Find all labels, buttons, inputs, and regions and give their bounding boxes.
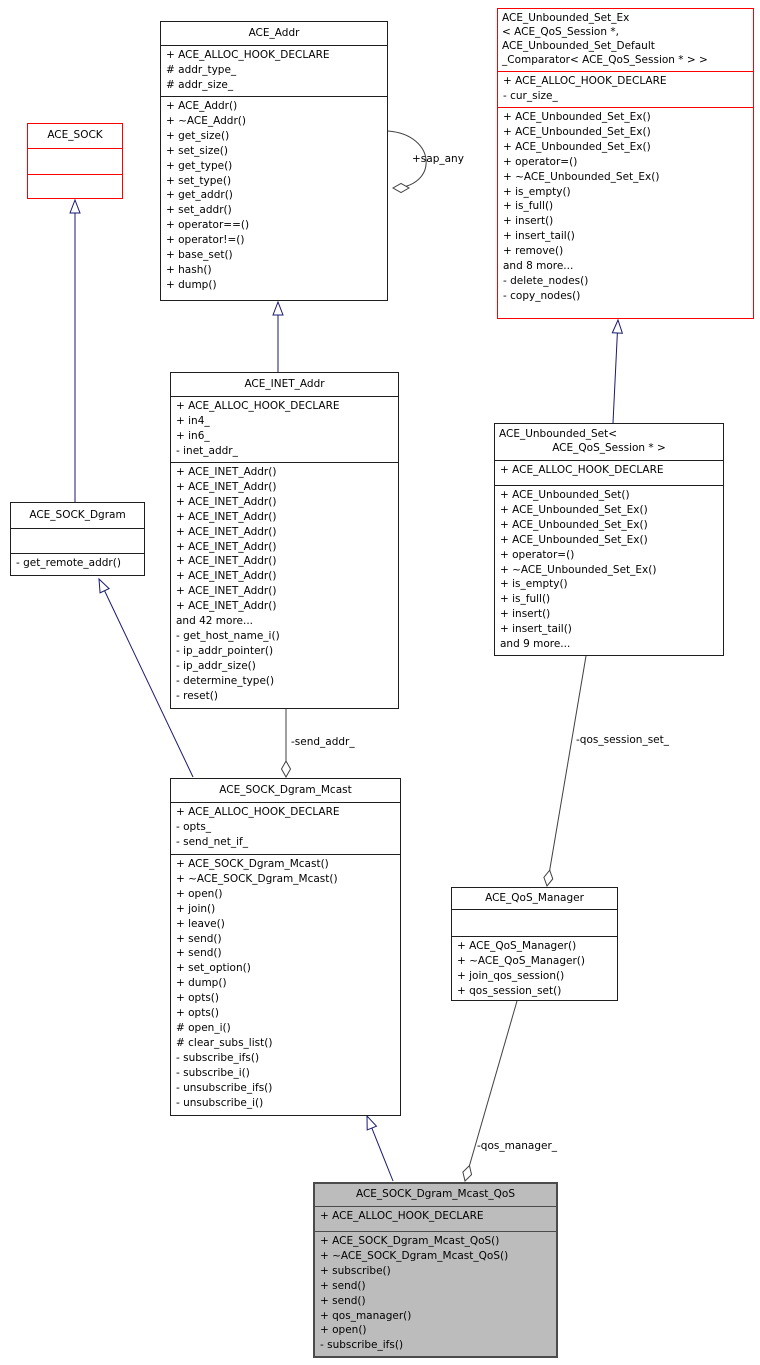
method: + opts()	[176, 1007, 220, 1020]
class-box-ace-unbounded-set[interactable]	[494, 423, 724, 656]
method: + ~ACE_QoS_Manager()	[457, 954, 585, 967]
class-title-line: ACE_Unbounded_Set_Default	[502, 40, 655, 52]
method: + ACE_Unbounded_Set_Ex()	[500, 503, 648, 516]
class-title	[452, 888, 617, 910]
method: + ~ACE_Unbounded_Set_Ex()	[503, 170, 660, 183]
class-methods	[171, 463, 398, 708]
method: + set_size()	[166, 144, 228, 157]
class-box-ace-sock[interactable]	[27, 123, 123, 199]
method: + ACE_INET_Addr()	[176, 480, 277, 493]
method: + ACE_QoS_Manager()	[457, 940, 577, 952]
attribute: + ACE_ALLOC_HOOK_DECLARE	[176, 400, 340, 412]
method: - subscribe_ifs()	[320, 1339, 404, 1352]
method: - get_remote_addr()	[16, 557, 121, 569]
method: + ACE_Unbounded_Set_Ex()	[500, 533, 648, 546]
method: + is_full()	[503, 200, 554, 213]
method: + is_empty()	[503, 185, 571, 198]
class-title-line: ACE_QoS_Manager	[485, 891, 584, 904]
method: + leave()	[176, 917, 225, 930]
method: + qos_manager()	[320, 1309, 412, 1322]
class-attributes	[28, 149, 122, 175]
method: + open()	[176, 887, 223, 900]
method: + ~ACE_SOCK_Dgram_Mcast()	[176, 872, 338, 885]
method: + ACE_INET_Addr()	[176, 510, 277, 523]
method: - subscribe_i()	[176, 1066, 250, 1079]
class-methods	[11, 554, 144, 575]
class-methods	[498, 108, 753, 318]
method: + send()	[176, 947, 222, 960]
method: + base_set()	[166, 249, 233, 262]
class-title-line: ACE_Unbounded_Set_Ex	[502, 12, 630, 25]
class-attributes	[161, 46, 387, 97]
method: + ACE_INET_Addr()	[176, 466, 277, 478]
method: + get_type()	[166, 159, 233, 172]
edge-label-qos-session-set: -qos_session_set_	[576, 734, 670, 746]
class-title	[315, 1184, 556, 1207]
method: + insert()	[503, 215, 554, 228]
class-box-ace-addr[interactable]	[160, 21, 388, 301]
method: + dump()	[166, 278, 217, 291]
attribute: + in4_	[176, 414, 210, 427]
attribute: + ACE_ALLOC_HOOK_DECLARE	[166, 49, 330, 61]
method: and 8 more...	[503, 260, 574, 273]
method: - reset()	[176, 689, 218, 702]
method: + ACE_INET_Addr()	[176, 570, 277, 583]
class-attributes	[452, 910, 617, 937]
method: + join_qos_session()	[457, 969, 565, 982]
method: + ACE_Unbounded_Set_Ex()	[503, 140, 651, 153]
class-attributes	[171, 397, 398, 463]
method: + get_addr()	[166, 189, 233, 202]
method: + join()	[176, 902, 216, 915]
method: + ACE_SOCK_Dgram_Mcast_QoS()	[320, 1235, 500, 1247]
method: - get_host_name_i()	[176, 629, 280, 642]
method: + ACE_INET_Addr()	[176, 600, 277, 613]
method: + send()	[176, 932, 222, 945]
attribute: # addr_type_	[166, 63, 237, 76]
method: - ip_addr_pointer()	[176, 644, 274, 657]
method: - unsubscribe_ifs()	[176, 1081, 273, 1094]
class-attributes	[315, 1207, 556, 1232]
method: + ACE_INET_Addr()	[176, 525, 277, 538]
method: and 42 more...	[176, 615, 254, 628]
class-title-line: ACE_SOCK	[47, 129, 103, 142]
method: # clear_subs_list()	[176, 1036, 273, 1049]
method: + is_full()	[500, 593, 551, 606]
class-title	[171, 373, 398, 397]
class-title	[498, 9, 753, 72]
method: # open_i()	[176, 1021, 231, 1034]
attribute: + ACE_ALLOC_HOOK_DECLARE	[500, 464, 664, 476]
method: + dump()	[176, 977, 227, 990]
class-attributes	[171, 803, 400, 855]
method: + ACE_Addr()	[166, 100, 238, 112]
method: + ACE_INET_Addr()	[176, 555, 277, 568]
edge-label-send-addr: -send_addr_	[291, 736, 355, 748]
method: + set_type()	[166, 174, 232, 187]
method: + hash()	[166, 263, 212, 276]
method: - copy_nodes()	[503, 289, 581, 302]
method: + subscribe()	[320, 1264, 391, 1277]
attribute: # addr_size_	[166, 78, 234, 91]
class-attributes	[498, 72, 753, 108]
class-title-line: ACE_SOCK_Dgram_Mcast_QoS	[355, 1188, 516, 1201]
class-title	[28, 124, 122, 149]
class-box-ace-sock-dgram[interactable]	[10, 502, 145, 576]
aggregation-edge-qos-manager	[465, 1001, 517, 1181]
method: + ACE_Unbounded_Set_Ex()	[503, 111, 651, 123]
class-attributes	[11, 529, 144, 554]
attribute: + ACE_ALLOC_HOOK_DECLARE	[320, 1210, 484, 1222]
method: + is_empty()	[500, 578, 568, 591]
class-box-ace-sock-dgram-mcast-qos[interactable]	[313, 1182, 558, 1358]
method: + ~ACE_Addr()	[166, 114, 246, 127]
method: + open()	[320, 1324, 367, 1337]
class-title	[161, 22, 387, 46]
edge-label-sap-any: +sap_any	[412, 153, 464, 165]
method: + set_addr()	[166, 204, 232, 217]
method: and 9 more...	[500, 638, 571, 651]
method: - unsubscribe_i()	[176, 1096, 264, 1109]
method: + ACE_INET_Addr()	[176, 585, 277, 598]
attribute: + ACE_ALLOC_HOOK_DECLARE	[176, 806, 340, 818]
attribute: - send_net_if_	[176, 835, 248, 848]
method: - subscribe_ifs()	[176, 1051, 260, 1064]
inheritance-edge-unboundedset-to-unboundedsetex	[613, 320, 618, 423]
method: + ACE_INET_Addr()	[176, 540, 277, 553]
class-title-line: ACE_SOCK_Dgram_Mcast	[219, 783, 352, 796]
class-box-ace-inet-addr[interactable]	[170, 372, 399, 709]
class-methods	[495, 486, 723, 655]
method: + ~ACE_SOCK_Dgram_Mcast_QoS()	[320, 1249, 509, 1262]
class-title	[11, 503, 144, 529]
method: + ACE_Unbounded_Set_Ex()	[503, 125, 651, 138]
method: + send()	[320, 1294, 366, 1307]
class-methods	[315, 1232, 556, 1356]
class-methods	[28, 175, 122, 198]
method: + operator=()	[500, 548, 575, 561]
class-methods	[171, 855, 400, 1115]
class-title-line: ACE_Unbounded_Set<	[499, 428, 618, 441]
class-methods	[452, 937, 617, 1000]
method: + remove()	[503, 245, 564, 258]
class-title-line: ACE_INET_Addr	[244, 377, 325, 390]
class-title-line: ACE_Addr	[248, 26, 300, 39]
class-title	[495, 424, 723, 461]
method: + ACE_Unbounded_Set_Ex()	[500, 518, 648, 531]
method: + ACE_INET_Addr()	[176, 495, 277, 508]
method: + operator!=()	[166, 234, 245, 247]
method: - ip_addr_size()	[176, 659, 256, 672]
edge-label-qos-manager: -qos_manager_	[477, 1140, 558, 1152]
method: - delete_nodes()	[503, 274, 589, 287]
method: + ~ACE_Unbounded_Set_Ex()	[500, 563, 657, 576]
class-methods	[161, 97, 387, 300]
attribute: + ACE_ALLOC_HOOK_DECLARE	[503, 75, 667, 87]
method: + insert()	[500, 608, 551, 621]
aggregation-edge-qos-session-set	[547, 656, 586, 886]
method: + set_option()	[176, 962, 251, 975]
class-title-line: _Comparator< ACE_QoS_Session * > >	[502, 53, 708, 66]
method: + ACE_Unbounded_Set()	[500, 489, 630, 501]
class-title	[171, 779, 400, 803]
method: - determine_type()	[176, 674, 275, 687]
class-box-ace-sock-dgram-mcast[interactable]	[170, 778, 401, 1116]
attribute: - opts_	[176, 820, 212, 833]
method: + ACE_SOCK_Dgram_Mcast()	[176, 858, 329, 870]
attribute: - inet_addr_	[176, 444, 238, 457]
method: + operator==()	[166, 219, 250, 232]
attribute: - cur_size_	[503, 89, 558, 102]
method: + opts()	[176, 992, 220, 1005]
class-box-ace-unbounded-set-ex[interactable]	[497, 8, 754, 319]
method: + insert_tail()	[503, 230, 575, 243]
class-title-line: < ACE_QoS_Session *,	[502, 26, 619, 39]
class-box-ace-qos-manager[interactable]	[451, 887, 618, 1001]
inheritance-edge-mcastqos-to-mcast	[367, 1116, 393, 1181]
method: + get_size()	[166, 129, 230, 142]
attribute: + in6_	[176, 429, 210, 442]
method: + operator=()	[503, 155, 578, 168]
method: + insert_tail()	[500, 623, 572, 636]
method: + send()	[320, 1279, 366, 1292]
class-attributes	[495, 461, 723, 486]
class-title-line: ACE_QoS_Session * >	[552, 442, 666, 454]
class-title-line: ACE_SOCK_Dgram	[29, 508, 126, 521]
method: + qos_session_set()	[457, 984, 562, 997]
